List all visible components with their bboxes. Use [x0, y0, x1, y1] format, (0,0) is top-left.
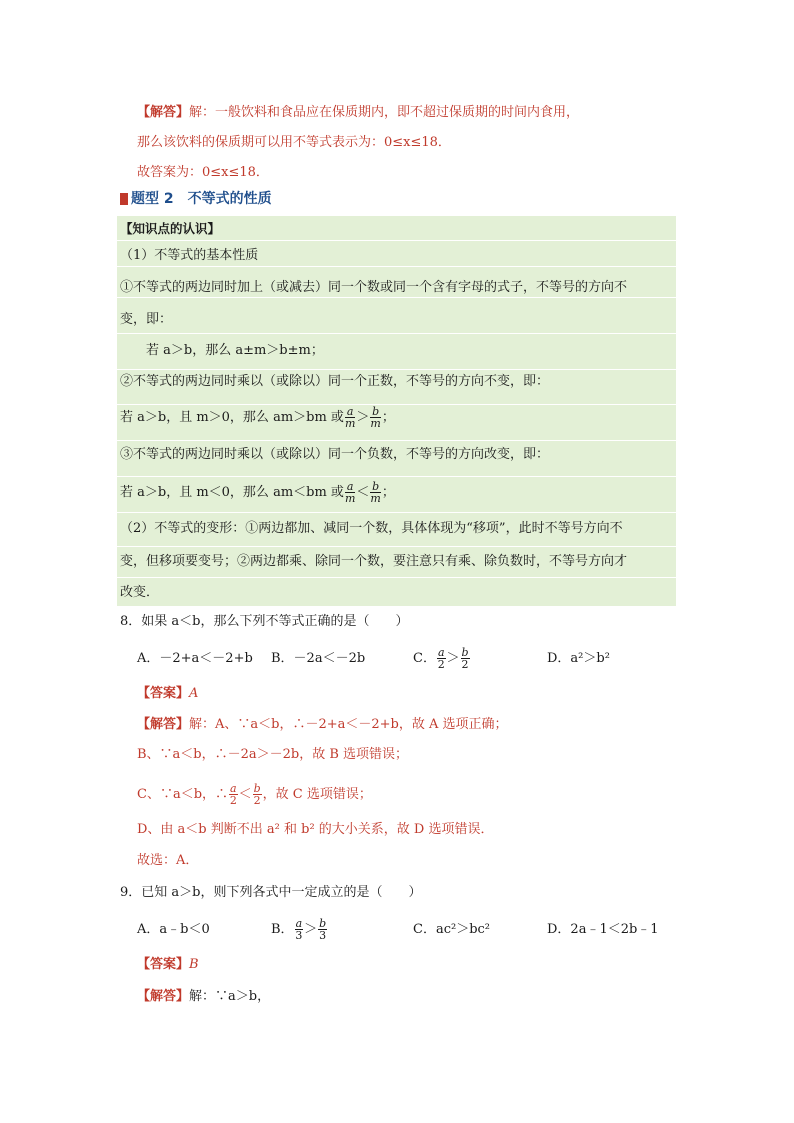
answer-value: B: [189, 957, 199, 972]
intro-solution-line-2: 那么该饮料的保质期可以用不等式表示为：0≤x≤18．: [137, 135, 451, 150]
q8-solution-d: D、由 a＜b 判断不出 a² 和 b² 的大小关系，故 D 选项错误．: [137, 822, 494, 837]
q8-option-b: B．－2a＜－2b: [271, 651, 366, 666]
q9-option-b: B． $\frac{a}{3}$ ＞ $\frac{b}{3}$: [271, 917, 327, 942]
rule2-formula-text: 若 a＞b，且 m＞0，那么 am＞bm 或: [120, 410, 344, 425]
intro-answer-line: 故答案为：0≤x≤18．: [137, 165, 269, 180]
fraction-b-over-3: $\frac{b}{3}$: [319, 917, 327, 942]
knowledge-sub1: （1）不等式的基本性质: [120, 248, 259, 263]
answer-value: A: [189, 686, 199, 701]
fraction-b-over-2: $\frac{b}{2}$: [461, 646, 469, 671]
q8-solution-c: C、∵a＜b，∴ $\frac{a}{2}$ ＜ $\frac{b}{2}$ ，故 C 选项错误；: [137, 782, 372, 807]
knowledge-sub2-line3: 改变．: [120, 585, 160, 600]
q8-solution-a-text: 解：A、∵a＜b，∴－2+a＜－2+b，故 A 选项正确；: [189, 717, 508, 732]
fraction-a-over-2: $\frac{a}{2}$: [229, 782, 237, 807]
q9-solution-a-text: 解：∵a＞b，: [189, 989, 271, 1004]
jieda-tag: 【解答】: [137, 717, 190, 732]
q9-option-c: C．ac²＞bc²: [413, 922, 491, 937]
q8-solution-b: B、∵a＜b，∴－2a＞－2b，故 B 选项错误；: [137, 747, 409, 762]
section-title: 题型 2 不等式的性质: [131, 191, 272, 207]
knowledge-rule1-formula: 若 a＞b，那么 a±m＞b±m；: [146, 343, 324, 358]
rule3-formula-text: 若 a＞b，且 m＜0，那么 am＜bm 或: [120, 485, 344, 500]
knowledge-sub2-line1: （2）不等式的变形：①两边都加、减同一个数，具体体现为“移项”，此时不等号方向不: [120, 521, 623, 536]
knowledge-rule2-formula: 若 a＞b，且 m＞0，那么 am＞bm 或 $\frac{a}{m}$ ＞ $\frac{b}{m}$ ；: [120, 405, 395, 430]
q8-option-c: C． $\frac{a}{2}$ ＞ $\frac{b}{2}$: [413, 646, 469, 671]
knowledge-rule3-formula: 若 a＞b，且 m＜0，那么 am＜bm 或 $\frac{a}{m}$ ＜ $\frac{b}{m}$ ；: [120, 480, 395, 505]
knowledge-sub2-line2: 变，但移项要变号；②两边都乘、除同一个数，要注意只有乘、除负数时，不等号方向才: [120, 554, 628, 569]
answer-tag: 【答案】: [137, 957, 190, 972]
q9-solution-a: [137, 988, 270, 1006]
q8-option-c-label: C．: [413, 651, 436, 666]
answer-tag: 【答案】: [137, 686, 190, 701]
knowledge-rule3-line1: ③不等式的两边同时乘以（或除以）同一个负数，不等号的方向改变，即：: [120, 447, 550, 462]
knowledge-header: 【知识点的认识】: [120, 221, 221, 236]
section-marker-icon: [120, 193, 128, 205]
q9-option-d: D．2a﹣1＜2b﹣1: [547, 922, 659, 937]
q9-stem: 9．已知 a＞b，则下列各式中一定成立的是（ ）: [120, 885, 422, 900]
q9-answer: [137, 956, 199, 974]
q8-solution-c-text: C、∵a＜b，∴: [137, 787, 229, 802]
q8-option-d: D．a²＞b²: [547, 651, 610, 666]
intro-solution-line-1: [137, 104, 579, 122]
knowledge-rule1-line2: 变，即：: [120, 312, 173, 327]
intro-solution-text: 解：一般饮料和食品应在保质期内，即不超过保质期的时间内食用，: [189, 105, 580, 120]
fraction-b-over-m: $\frac{b}{m}$: [370, 405, 381, 430]
q8-answer: [137, 685, 198, 703]
jieda-tag: 【解答】: [137, 105, 190, 120]
fraction-a-over-3: $\frac{a}{3}$: [295, 917, 303, 942]
jieda-tag: 【解答】: [137, 989, 190, 1004]
knowledge-rule2-line1: ②不等式的两边同时乘以（或除以）同一个正数，不等号的方向不变，即：: [120, 374, 550, 389]
q8-solution-a: [137, 716, 508, 734]
fraction-b-over-2: $\frac{b}{2}$: [253, 782, 261, 807]
q8-conclusion: 故选：A．: [137, 853, 199, 868]
q9-option-b-label: B．: [271, 922, 294, 937]
fraction-a-over-m: $\frac{a}{m}$: [344, 480, 356, 505]
q9-option-a: A．a﹣b＜0: [137, 922, 210, 937]
knowledge-rule1-line1: ①不等式的两边同时加上（或减去）同一个数或同一个含有字母的式子，不等号的方向不: [120, 280, 628, 295]
q8-option-a: A．－2+a＜－2+b: [137, 651, 253, 666]
fraction-b-over-m: $\frac{b}{m}$: [370, 480, 381, 505]
q8-stem: 8．如果 a＜b，那么下列不等式正确的是（ ）: [120, 614, 409, 629]
fraction-a-over-2: $\frac{a}{2}$: [437, 646, 445, 671]
fraction-a-over-m: $\frac{a}{m}$: [344, 405, 356, 430]
